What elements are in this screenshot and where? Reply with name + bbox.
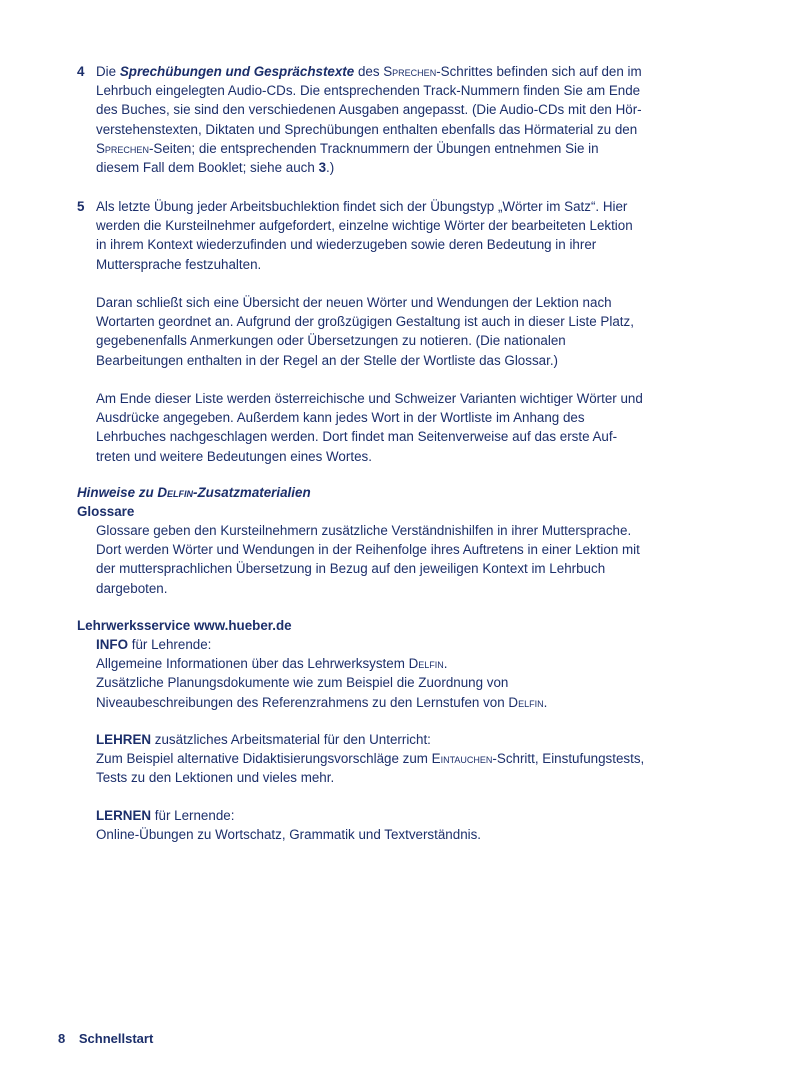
lernen-heading: LERNEN für Lernende: xyxy=(96,808,235,823)
lehren-heading: LEHREN zusätzliches Arbeitsmaterial für den Unterricht: xyxy=(96,732,431,747)
subheading-glossare: Glossare xyxy=(77,504,135,519)
item-5-paragraph-1: Als letzte Übung jeder Arbeitsbuchlektion findet sich der Übungstyp „Wörter im Satz“. Hier werden die Kursteilnehmer aufgefordert, einzelne wichtige Wörter der bearbeiteten Lektion in ihrem Kontext wiederzufinden und wiederzugeben sowie deren Bedeutung in ihrer Muttersprache festzuhalten. xyxy=(96,199,633,272)
item-5-paragraph-3: Am Ende dieser Liste werden österreichische und Schweizer Varianten wichtiger Wörter und Ausdrücke angegeben. Außerdem kann jedes Wort in der Wortliste im Anhang des Lehrbuches nachgeschlagen werden. Dort findet man Seitenverweise auf das erste Auftreten und weitere Bedeutungen eines Wortes. xyxy=(96,391,643,464)
footer-section-title: Schnellstart xyxy=(78,1031,154,1046)
item-5-paragraph-2: Daran schließt sich eine Übersicht der neuen Wörter und Wendungen der Lektion nach Wortarten geordnet an. Aufgrund der großzügigen Gestaltung ist auch in dieser Liste Platz, gegebenenfalls Anmerkungen oder Übersetzungen zu notieren. (Die nationalen Bearbeitungen enthalten in der Regel an der Stelle der Wortliste das Glossar.) xyxy=(96,295,634,368)
lernen-block xyxy=(96,806,656,844)
lehren-line-1: Zum Beispiel alternative Didaktisierungsvorschläge zum Eintauchen-Schritt, Einstufungstests, xyxy=(96,751,645,767)
info-line-1: Allgemeine Informationen über das Lehrwerksystem Delfin. xyxy=(96,656,448,672)
page-number: 8 xyxy=(58,1031,66,1046)
item-number-5: 5 xyxy=(77,199,85,214)
info-block xyxy=(96,635,656,712)
page-footer xyxy=(58,1031,153,1046)
item-number-4: 4 xyxy=(77,64,85,79)
lehren-line-2: Tests zu den Lektionen und vieles mehr. xyxy=(96,770,335,786)
info-heading: INFO für Lehrende: xyxy=(96,637,212,652)
subheading-lehrwerksservice: Lehrwerksservice www.hueber.de xyxy=(77,618,292,633)
lernen-line-1: Online-Übungen zu Wortschatz, Grammatik und Textverständnis. xyxy=(96,827,482,843)
section-heading-hinweise: Hinweise zu Delfin-Zusatzmaterialien xyxy=(77,485,311,500)
item-4-text: Die Sprechübungen und Gesprächstexte des Sprechen-Schrittes befinden sich auf den im Lehrbuch eingelegten Audio-CDs. Die entsprechenden Track-Nummern finden Sie am Ende des Buches, sie sind den verschiedenen Ausgaben angepasst. (Die Audio-CDs mit den Hörverstehenstexten, Diktaten und Sprechübungen enthalten ebenfalls das Hörmaterial zu den Sprechen-Seiten; die entsprechenden Tracknummern der Übungen entnehmen Sie in diesem Fall dem Booklet; siehe auch 3.) xyxy=(96,64,642,176)
info-line-3: Niveaubeschreibungen des Referenzrahmens zu den Lernstufen von Delfin. xyxy=(96,694,548,710)
info-line-2: Zusätzliche Planungsdokumente wie zum Beispiel die Zuordnung von xyxy=(96,675,509,691)
lehren-block xyxy=(96,730,696,788)
glossare-text: Glossare geben den Kursteilnehmern zusätzliche Verständnishilfen in ihrer Muttersprache. Dort werden Wörter und Wendungen in der Reihenfolge ihres Auftretens in einer Lektion mit der muttersprachlichen Übersetzung in Bezug auf den jeweiligen Kontext im Lehrbuch dargeboten. xyxy=(96,523,640,596)
